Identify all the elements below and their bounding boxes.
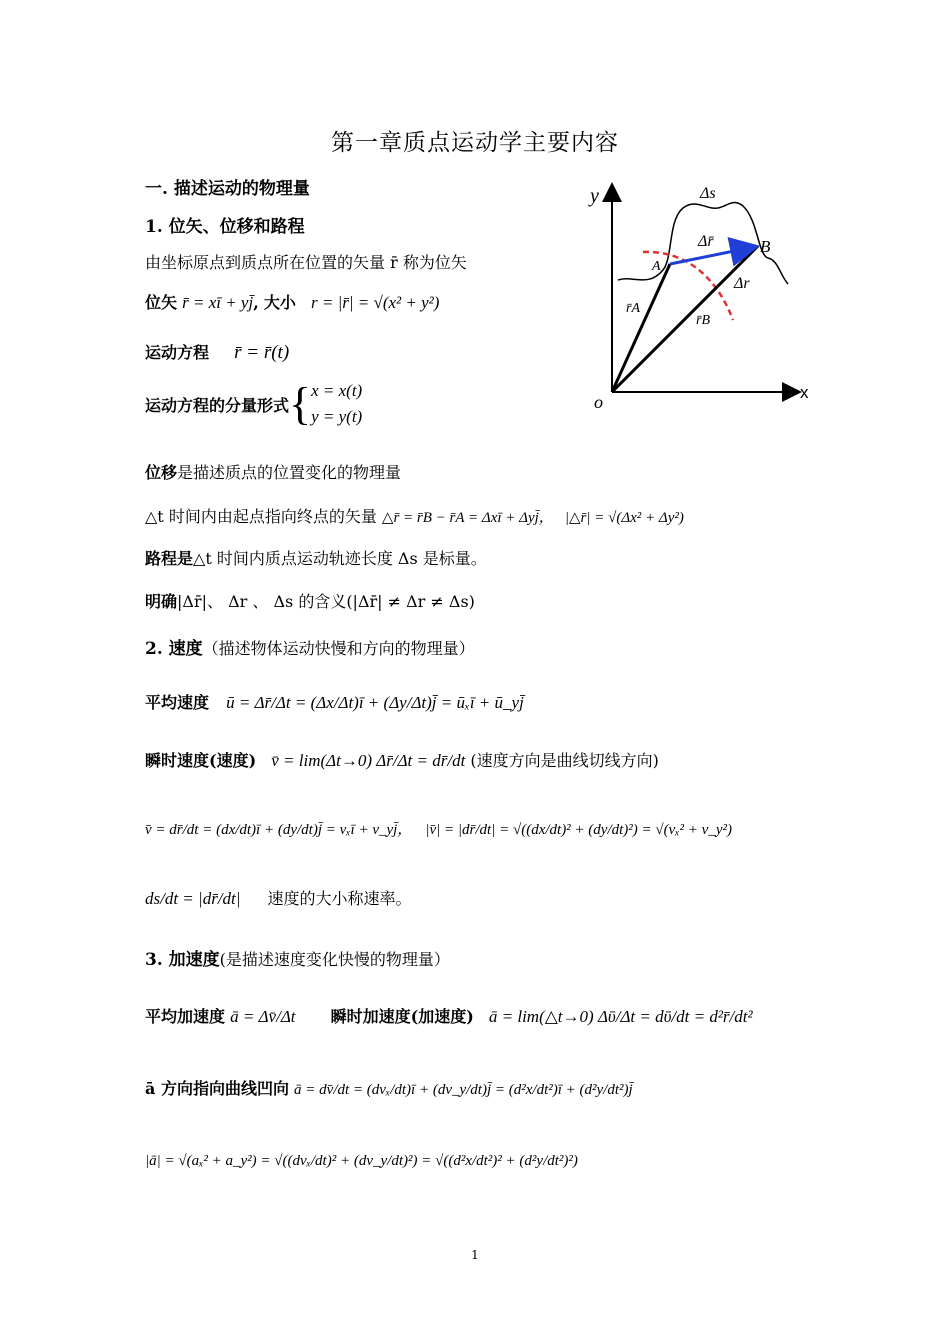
motion-formula: r̄ = r̄(t) <box>234 342 290 363</box>
component-y: y = y(t) <box>311 407 363 426</box>
instant-velocity-label: 瞬时速度(速度) <box>145 751 257 770</box>
delta-r-label: Δr <box>734 275 750 292</box>
instant-acceleration-formula: ā = lim(△t→0) Δῡ/Δt = dῡ/dt = d²r̄/dt² <box>488 1007 753 1026</box>
displacement-definition <box>145 460 401 483</box>
displacement-text: 是描述质点的位置变化的物理量 <box>177 463 402 482</box>
section-2-heading: 2. 速度 <box>145 639 203 659</box>
clarify-label: 明确 <box>145 592 178 611</box>
position-formula: r̄ = xī + yj̄ <box>182 293 254 312</box>
acceleration-direction-label: ā 方向指向曲线凹向 <box>145 1079 289 1098</box>
section-3-heading: 3. 加速度 <box>145 950 220 970</box>
delta-s-label: Δs <box>700 185 716 202</box>
page-number: 1 <box>471 1248 479 1262</box>
displacement-formula: △r̄ = r̄B − r̄A = Δxī + Δyj̄， <box>381 510 554 526</box>
magnitude-formula: r = |r̄| = √(x² + y²) <box>311 293 440 312</box>
position-vector-line: 位矢 r̄ = xī + yj̄, 大小 r = |r̄| = √(x² + y²) <box>145 293 440 312</box>
delta-r-vector-label: Δr̄ <box>698 233 714 250</box>
speed-formula: ds/dt = |dr̄/dt| <box>145 889 241 908</box>
vector-rb <box>612 246 758 392</box>
average-velocity-label: 平均速度 <box>145 693 210 712</box>
page-title: 第一章质点运动学主要内容 <box>331 130 619 156</box>
brace-symbol: { <box>289 378 312 429</box>
velocity-components-formula: v̄ = dr̄/dt = (dx/dt)ī + (dy/dt)j̄ = vₓī + v_yj̄， <box>145 822 413 838</box>
displacement-magnitude: |△r̄| = √(Δx² + Δy²) <box>564 510 684 526</box>
rb-label: r̄B <box>696 313 710 328</box>
origin-label: o <box>594 392 603 410</box>
component-label: 运动方程的分量形式 <box>145 395 290 415</box>
component-equation-line <box>145 378 362 430</box>
velocity-magnitude-formula: |v̄| = |dr̄/dt| = √((dx/dt)² + (dy/dt)²) = √(vₓ² + v_y²) <box>425 822 732 838</box>
vector-ra <box>612 264 670 392</box>
motion-equation-line <box>145 340 289 364</box>
average-velocity-line <box>145 690 524 713</box>
speed-line <box>145 886 412 909</box>
displacement-line-text: △t 时间内由起点指向终点的矢量 <box>145 507 377 526</box>
path-text: △t 时间内质点运动轨迹长度 Δs 是标量。 <box>193 549 487 568</box>
y-axis-label: y <box>590 185 599 207</box>
path-label: 路程是 <box>145 549 194 568</box>
path-definition <box>145 546 487 569</box>
point-a-label: A <box>652 259 661 274</box>
section-2-note: （描述物体运动快慢和方向的物理量） <box>202 639 475 658</box>
acceleration-magnitude-formula: |ā| = √(aₓ² + a_y²) = √((dvₓ/dt)² + (dv_y/dt)²) = √((d²x/dt²)² + (d²y/dt²)²) <box>145 1153 578 1169</box>
position-label: 位矢 <box>145 293 178 312</box>
acceleration-magnitude-line <box>145 1150 578 1170</box>
subsection-1-heading: 1. 位矢、位移和路程 <box>145 217 305 237</box>
section-3-note: (是描述速度变化快慢的物理量） <box>219 950 450 969</box>
motion-label: 运动方程 <box>145 343 210 362</box>
component-x: x = x(t) <box>311 381 363 400</box>
acceleration-line <box>145 1004 753 1027</box>
magnitude-label: 大小 <box>263 293 296 312</box>
section-1-heading: 一. 描述运动的物理量 <box>145 179 310 199</box>
instant-velocity-line <box>145 748 659 771</box>
acceleration-direction-formula: ā = dv̄/dt = (dvₓ/dt)ī + (dv_y/dt)j̄ = (d²x/dt²)ī + (d²y/dt²)j̄ <box>294 1082 633 1098</box>
displacement-label: 位移 <box>145 463 178 482</box>
speed-note: 速度的大小称速率。 <box>267 889 412 908</box>
ra-label: r̄A <box>626 301 640 316</box>
instant-acceleration-label: 瞬时加速度(加速度) <box>330 1007 474 1026</box>
average-acceleration-formula: ā = Δv̄/Δt <box>230 1007 296 1026</box>
x-axis-label: x <box>800 383 809 402</box>
section-2-heading-line <box>145 634 475 659</box>
section-3-heading-line <box>145 945 450 970</box>
average-velocity-formula: ū = Δr̄/Δt = (Δx/Δt)ī + (Δy/Δt)j̄ = ūₓī + ū_yj̄ <box>226 693 524 712</box>
acceleration-direction-line <box>145 1076 633 1099</box>
clarify-text: |Δr̄|、 Δr 、 Δs 的含义(|Δr̄| ≠ Δr ≠ Δs) <box>177 592 475 611</box>
position-vector-definition: 由坐标原点到质点所在位置的矢量 r̄ 称为位矢 <box>145 253 467 272</box>
instant-velocity-formula: v̄ = lim(Δt→0) Δr̄/Δt = dr̄/dt <box>271 751 466 770</box>
point-b-label: B <box>760 237 771 256</box>
average-acceleration-label: 平均加速度 <box>145 1007 226 1026</box>
instant-velocity-note: (速度方向是曲线切线方向) <box>470 751 659 770</box>
trajectory-figure <box>588 180 828 410</box>
velocity-components-line <box>145 818 732 839</box>
clarify-line <box>145 589 475 612</box>
displacement-formula-line <box>145 504 684 527</box>
